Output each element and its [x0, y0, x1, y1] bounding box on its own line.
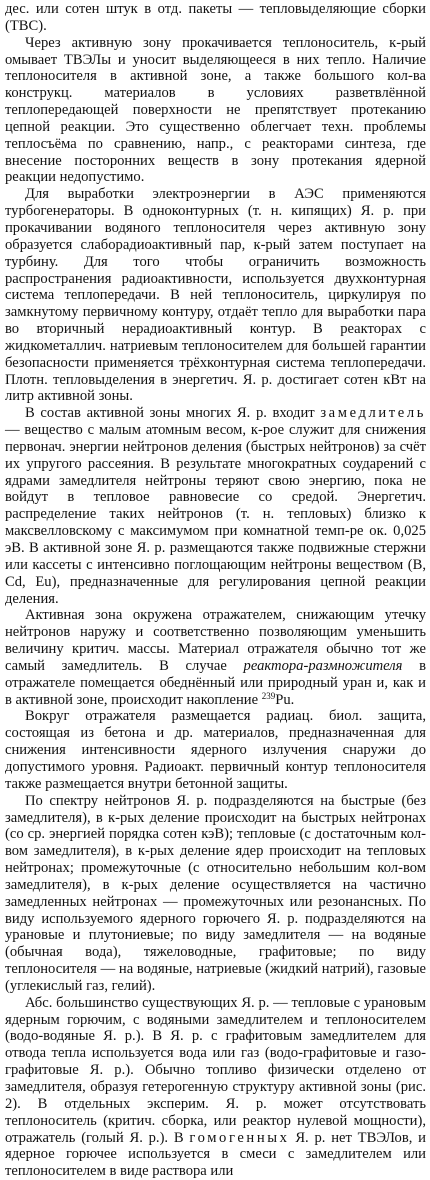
term-moderator: замедлитель [320, 405, 426, 422]
paragraph-coolant [5, 35, 426, 187]
paragraph-reactor-types [5, 995, 426, 1180]
text-run: Абс. большинство существующих Я. р. — тепловые с урановым ядерным горючим, с водяными замедлителем и теплоносителем (водо-водяные Я. р.). В Я. р. с графитовым замедлителем для отвода тепла используется вода или газ (водо-графитовые и газо-графитовые Я. р.). Обычно топливо физически отделено от замедлителя, образуя гетерогенную структуру активной зоны (рис. 2). В отдельных эксперим. Я. р. может отсутствовать теплоноситель (критич. сборка, или реактор нулевой мощности), отражатель (голый Я. р.). В [5, 994, 426, 1146]
text-run: Я. р. нет ТВЭЛов, и ядерное горючее используется в смеси с замедлителем или теплоносителем в виде раствора или [5, 1129, 426, 1180]
text-run: Pu. [275, 691, 295, 708]
paragraph-electricity-generation [5, 186, 426, 405]
paragraph-reflector [5, 607, 426, 708]
paragraph-shielding [5, 708, 426, 792]
term-homogeneous: гомогенных [189, 1129, 290, 1146]
text-run: По спектру нейтронов Я. р. подразделяются на быстрые (без замедлителя), в к-рых деление происходит на быстрых нейтронах (со ср. энергией порядка сотен кэВ); тепловые (с достаточным кол-вом замедлителя), в к-рых деление ядер происходит на тепловых нейтронах; промежуточные (с относительно небольшим кол-вом замедлителя), в к-рых деление осуществляется на частично замедленных нейтронах — промежуточных или резонансных. По виду используемого ядерного горючего Я. р. подразделяются на урановые и плутониевые; по виду замедлителя — на водяные (обычная вода), тяжеловодные, графитовые; по виду теплоносителя — на водяные, натриевые (жидкий натрий), газовые (углекислый газ, гелий). [5, 792, 426, 994]
paragraph-classification [5, 793, 426, 995]
term-breeder-reactor: реактора-размножителя [243, 657, 403, 674]
text-run: Через активную зону прокачивается теплоноситель, к-рый омывает ТВЭЛы и уносит выделяющееся в них тепло. Наличие теплоносителя в активной зоне, а также большого кол-ва конструкц. материалов в условиях разветвлённой теплопередающей поверхности не препятствует протеканию цепной реакции. Это существенно облегчает техн. проблемы теплосъёма по сравнению, напр., с реакторами синтеза, где внесение посторонних веществ в зону протекания ядерной реакции недопустимо. [5, 34, 426, 186]
paragraph-tvs-continuation [5, 1, 426, 35]
paragraph-moderator [5, 405, 426, 607]
text-run: дес. или сотен штук в отд. пакеты — тепловыделяющие сборки (ТВС). [5, 1, 426, 34]
text-run: в отражателе помещается обеднённый или природный уран и, как и в активной зоне, происходит накопление [5, 657, 426, 708]
text-run: В состав активной зоны многих Я. р. входит [25, 405, 321, 422]
isotope-mass-number: 239 [261, 690, 276, 701]
text-run: Для выработки электроэнергии в АЭС применяются турбогенераторы. В одноконтурных (т. н. кипящих) Я. р. при прокачивании водяного теплоносителя через активную зону образуется слаборадиоактивный пар, к-рый затем поступает на турбину. Для того чтобы ограничить возможность распространения радиоактивности, используется двухконтурная система теплопередачи. В ней теплоноситель, циркулируя по замкнутому первичному контуру, отдаёт тепло для выработки пара во вторичный нерадиоактивный контур. В реакторах с жидкометаллич. натриевым теплоносителем для большей гарантии безопасности применяется трёхконтурная система теплопередачи. Плотн. тепловыделения в энергетич. Я. р. достигает сотен кВт на литр активной зоны. [5, 186, 426, 405]
text-run: — вещество с малым атомным весом, к-рое служит для снижения первонач. энергии нейтронов деления (быстрых нейтронов) за счёт их упругого рассеяния. В результате многократных соударений с ядрами замедлителя нейтроны теряют свою энергию, пока не войдут в тепловое равновесие со средой. Энергетич. распределение таких нейтронов (т. н. тепловых) близко к максвелловскому с максимумом при комнатной темп-ре ок. 0,025 эВ. В активной зоне Я. р. размещаются также подвижные стержни или кассеты с интенсивно поглощающим нейтроны веществом (B, Cd, Eu), предназначенные для регулирования цепной реакции деления. [5, 422, 426, 607]
text-run: Активная зона окружена отражателем, снижающим утечку нейтронов наружу и соответственно позволяющим уменьшить величину критич. массы. Материал отражателя обычно тот же самый замедлитель. В случае [5, 607, 426, 674]
text-run: Вокруг отражателя размещается радиац. биол. защита, состоящая из бетона и др. материалов, предназначенная для снижения интенсивности ядерного излучения снаружи до допустимого уровня. Радиоакт. первичный контур теплоносителя также размещается внутри бетонной защиты. [5, 708, 426, 792]
